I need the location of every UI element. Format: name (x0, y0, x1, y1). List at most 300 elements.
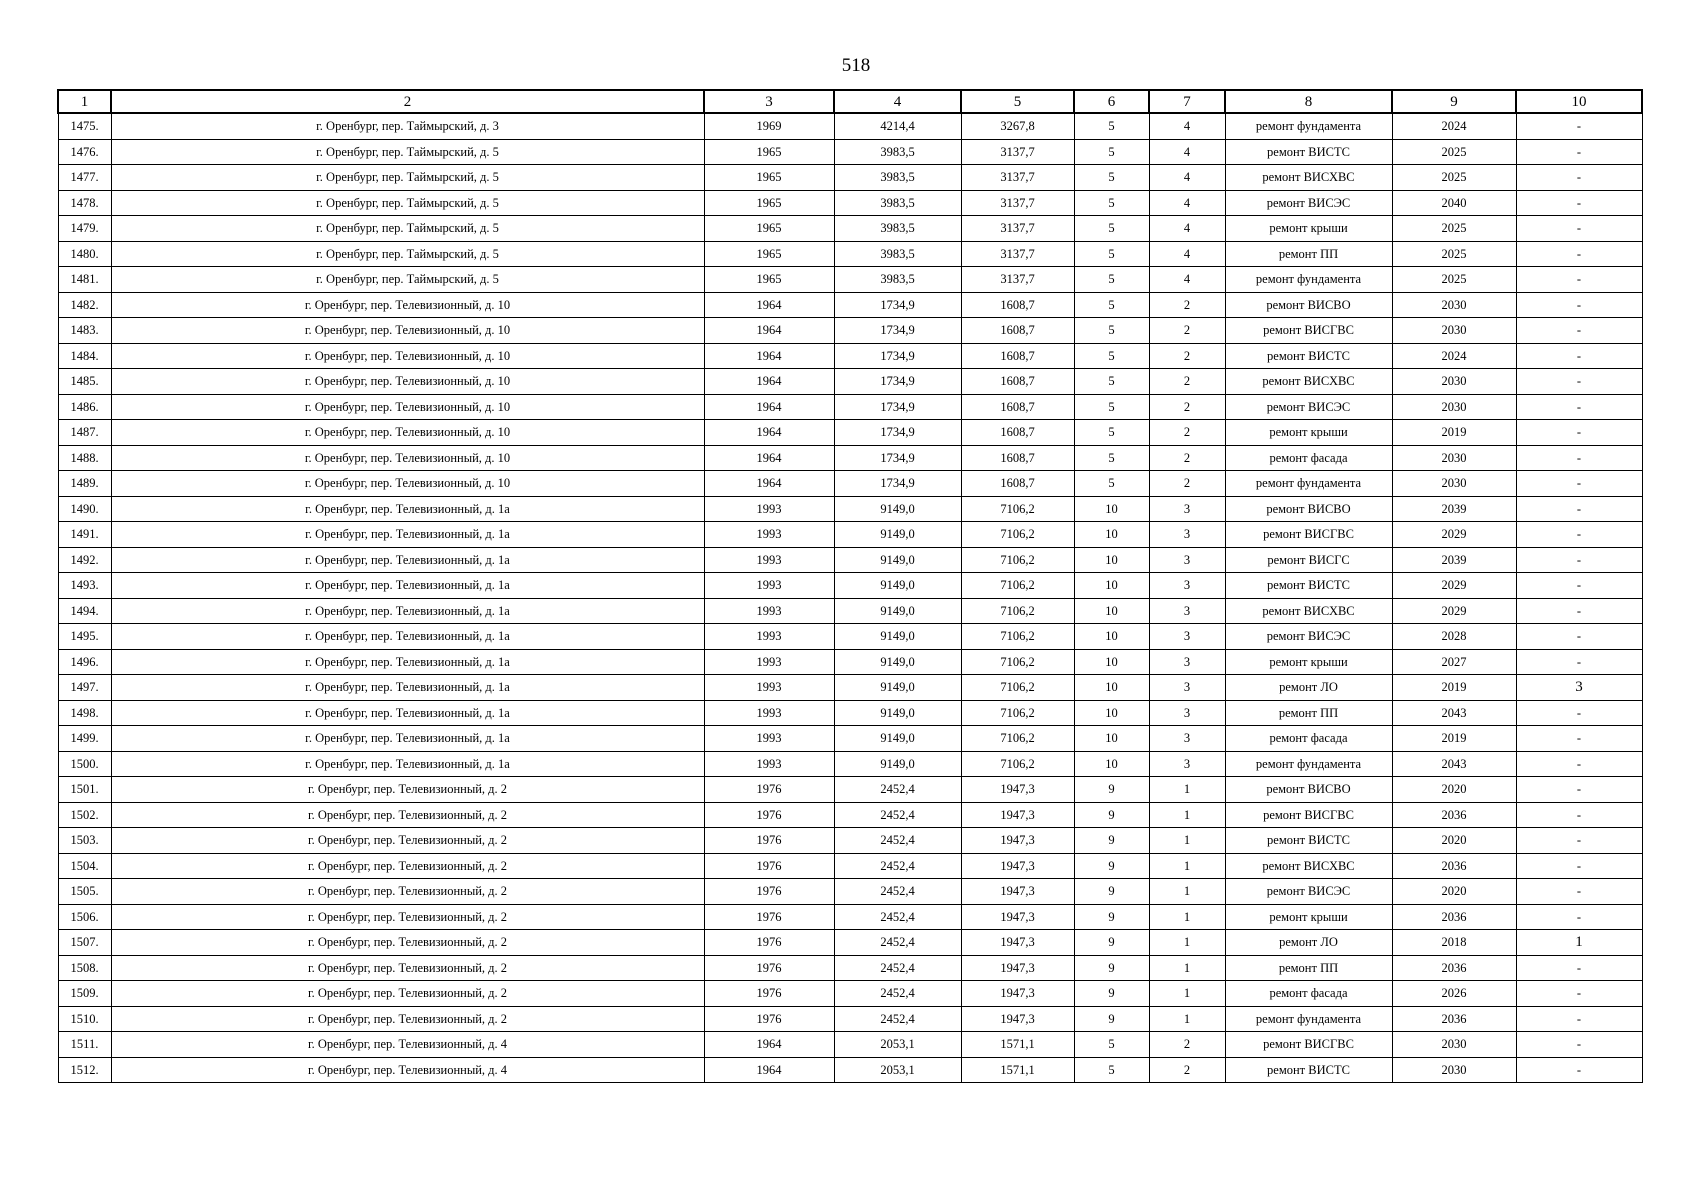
planned-year-cell: 2019 (1392, 726, 1516, 752)
living-area-cell: 1947,3 (961, 955, 1074, 981)
row-number-cell: 1494. (58, 598, 111, 624)
extra-value-cell: - (1516, 190, 1642, 216)
total-area-cell: 2452,4 (834, 828, 961, 854)
living-area-cell: 7106,2 (961, 649, 1074, 675)
table-row (58, 139, 1642, 165)
total-area-cell: 1734,9 (834, 420, 961, 446)
year-built-cell: 1965 (704, 165, 834, 191)
living-area-cell: 7106,2 (961, 726, 1074, 752)
table-row (58, 522, 1642, 548)
floors-cell: 5 (1074, 190, 1149, 216)
extra-value-cell: - (1516, 1057, 1642, 1083)
living-area-cell: 1608,7 (961, 471, 1074, 497)
living-area-cell: 1947,3 (961, 904, 1074, 930)
table-body (58, 113, 1642, 1083)
living-area-cell: 7106,2 (961, 751, 1074, 777)
entrances-cell: 1 (1149, 955, 1225, 981)
address-cell: г. Оренбург, пер. Телевизионный, д. 10 (111, 369, 704, 395)
table-row (58, 343, 1642, 369)
work-type-cell: ремонт крыши (1225, 649, 1392, 675)
year-built-cell: 1993 (704, 547, 834, 573)
total-area-cell: 9149,0 (834, 675, 961, 701)
work-type-cell: ремонт крыши (1225, 216, 1392, 242)
floors-cell: 5 (1074, 343, 1149, 369)
address-cell: г. Оренбург, пер. Телевизионный, д. 1а (111, 573, 704, 599)
year-built-cell: 1965 (704, 267, 834, 293)
table-row (58, 802, 1642, 828)
table-row (58, 496, 1642, 522)
table-row (58, 598, 1642, 624)
extra-value-cell: - (1516, 598, 1642, 624)
total-area-cell: 2452,4 (834, 1006, 961, 1032)
work-type-cell: ремонт ВИСХВС (1225, 165, 1392, 191)
entrances-cell: 1 (1149, 853, 1225, 879)
work-type-cell: ремонт ВИСГВС (1225, 522, 1392, 548)
table-row (58, 267, 1642, 293)
address-cell: г. Оренбург, пер. Телевизионный, д. 10 (111, 445, 704, 471)
living-area-cell: 7106,2 (961, 624, 1074, 650)
address-cell: г. Оренбург, пер. Телевизионный, д. 1а (111, 598, 704, 624)
address-cell: г. Оренбург, пер. Телевизионный, д. 2 (111, 828, 704, 854)
table-row (58, 700, 1642, 726)
living-area-cell: 1608,7 (961, 292, 1074, 318)
row-number-cell: 1509. (58, 981, 111, 1007)
address-cell: г. Оренбург, пер. Телевизионный, д. 2 (111, 802, 704, 828)
extra-value-cell: - (1516, 649, 1642, 675)
living-area-cell: 1947,3 (961, 981, 1074, 1007)
planned-year-cell: 2029 (1392, 598, 1516, 624)
table-row (58, 649, 1642, 675)
planned-year-cell: 2043 (1392, 751, 1516, 777)
entrances-cell: 3 (1149, 726, 1225, 752)
table-row (58, 190, 1642, 216)
floors-cell: 10 (1074, 649, 1149, 675)
year-built-cell: 1964 (704, 343, 834, 369)
work-type-cell: ремонт ПП (1225, 955, 1392, 981)
floors-cell: 10 (1074, 522, 1149, 548)
work-type-cell: ремонт ЛО (1225, 675, 1392, 701)
row-number-cell: 1493. (58, 573, 111, 599)
row-number-cell: 1499. (58, 726, 111, 752)
address-cell: г. Оренбург, пер. Телевизионный, д. 2 (111, 1006, 704, 1032)
extra-value-cell: - (1516, 547, 1642, 573)
total-area-cell: 1734,9 (834, 471, 961, 497)
floors-cell: 5 (1074, 216, 1149, 242)
total-area-cell: 2053,1 (834, 1032, 961, 1058)
year-built-cell: 1976 (704, 955, 834, 981)
column-header: 8 (1225, 90, 1392, 113)
address-cell: г. Оренбург, пер. Телевизионный, д. 10 (111, 471, 704, 497)
address-cell: г. Оренбург, пер. Телевизионный, д. 2 (111, 955, 704, 981)
planned-year-cell: 2019 (1392, 420, 1516, 446)
table-row (58, 165, 1642, 191)
floors-cell: 9 (1074, 802, 1149, 828)
total-area-cell: 2452,4 (834, 930, 961, 956)
total-area-cell: 9149,0 (834, 751, 961, 777)
address-cell: г. Оренбург, пер. Телевизионный, д. 10 (111, 343, 704, 369)
page-number: 518 (841, 55, 871, 76)
work-type-cell: ремонт крыши (1225, 420, 1392, 446)
table-row (58, 292, 1642, 318)
year-built-cell: 1964 (704, 445, 834, 471)
extra-value-cell: 3 (1516, 675, 1642, 701)
living-area-cell: 3267,8 (961, 113, 1074, 139)
work-type-cell: ремонт ВИСВО (1225, 777, 1392, 803)
work-type-cell: ремонт ВИСЭС (1225, 394, 1392, 420)
planned-year-cell: 2027 (1392, 649, 1516, 675)
year-built-cell: 1993 (704, 573, 834, 599)
work-type-cell: ремонт ВИСХВС (1225, 598, 1392, 624)
floors-cell: 10 (1074, 598, 1149, 624)
table-row (58, 573, 1642, 599)
floors-cell: 5 (1074, 318, 1149, 344)
year-built-cell: 1976 (704, 930, 834, 956)
extra-value-cell: - (1516, 420, 1642, 446)
living-area-cell: 1571,1 (961, 1057, 1074, 1083)
column-header: 3 (704, 90, 834, 113)
entrances-cell: 4 (1149, 113, 1225, 139)
total-area-cell: 9149,0 (834, 573, 961, 599)
column-header: 2 (111, 90, 704, 113)
planned-year-cell: 2030 (1392, 369, 1516, 395)
living-area-cell: 7106,2 (961, 675, 1074, 701)
total-area-cell: 2452,4 (834, 904, 961, 930)
row-number-cell: 1496. (58, 649, 111, 675)
address-cell: г. Оренбург, пер. Телевизионный, д. 2 (111, 904, 704, 930)
work-type-cell: ремонт ВИСХВС (1225, 369, 1392, 395)
living-area-cell: 7106,2 (961, 522, 1074, 548)
planned-year-cell: 2036 (1392, 802, 1516, 828)
planned-year-cell: 2029 (1392, 573, 1516, 599)
entrances-cell: 1 (1149, 879, 1225, 905)
year-built-cell: 1993 (704, 726, 834, 752)
row-number-cell: 1480. (58, 241, 111, 267)
entrances-cell: 4 (1149, 216, 1225, 242)
planned-year-cell: 2025 (1392, 165, 1516, 191)
entrances-cell: 3 (1149, 624, 1225, 650)
entrances-cell: 4 (1149, 267, 1225, 293)
repair-schedule-table (57, 89, 1643, 1083)
table-row (58, 930, 1642, 956)
extra-value-cell: - (1516, 139, 1642, 165)
living-area-cell: 1947,3 (961, 853, 1074, 879)
total-area-cell: 9149,0 (834, 598, 961, 624)
living-area-cell: 3137,7 (961, 165, 1074, 191)
floors-cell: 5 (1074, 165, 1149, 191)
year-built-cell: 1965 (704, 190, 834, 216)
column-header: 5 (961, 90, 1074, 113)
planned-year-cell: 2043 (1392, 700, 1516, 726)
work-type-cell: ремонт ВИСТС (1225, 343, 1392, 369)
work-type-cell: ремонт ВИСЭС (1225, 190, 1392, 216)
living-area-cell: 3137,7 (961, 216, 1074, 242)
entrances-cell: 1 (1149, 904, 1225, 930)
floors-cell: 10 (1074, 700, 1149, 726)
work-type-cell: ремонт ВИСВО (1225, 292, 1392, 318)
table-row (58, 981, 1642, 1007)
planned-year-cell: 2024 (1392, 343, 1516, 369)
planned-year-cell: 2025 (1392, 216, 1516, 242)
work-type-cell: ремонт ВИСТС (1225, 1057, 1392, 1083)
extra-value-cell: - (1516, 496, 1642, 522)
year-built-cell: 1965 (704, 241, 834, 267)
column-header: 4 (834, 90, 961, 113)
table-row (58, 420, 1642, 446)
floors-cell: 9 (1074, 981, 1149, 1007)
entrances-cell: 3 (1149, 496, 1225, 522)
row-number-cell: 1497. (58, 675, 111, 701)
year-built-cell: 1993 (704, 522, 834, 548)
floors-cell: 9 (1074, 1006, 1149, 1032)
planned-year-cell: 2040 (1392, 190, 1516, 216)
planned-year-cell: 2036 (1392, 955, 1516, 981)
extra-value-cell: - (1516, 165, 1642, 191)
work-type-cell: ремонт ЛО (1225, 930, 1392, 956)
floors-cell: 5 (1074, 471, 1149, 497)
planned-year-cell: 2030 (1392, 318, 1516, 344)
table-row (58, 445, 1642, 471)
floors-cell: 10 (1074, 726, 1149, 752)
work-type-cell: ремонт ВИСГВС (1225, 318, 1392, 344)
row-number-cell: 1502. (58, 802, 111, 828)
entrances-cell: 3 (1149, 751, 1225, 777)
year-built-cell: 1964 (704, 292, 834, 318)
table-row (58, 955, 1642, 981)
planned-year-cell: 2030 (1392, 1057, 1516, 1083)
entrances-cell: 1 (1149, 828, 1225, 854)
planned-year-cell: 2036 (1392, 904, 1516, 930)
total-area-cell: 9149,0 (834, 496, 961, 522)
work-type-cell: ремонт ВИСТС (1225, 828, 1392, 854)
total-area-cell: 3983,5 (834, 165, 961, 191)
total-area-cell: 1734,9 (834, 318, 961, 344)
planned-year-cell: 2019 (1392, 675, 1516, 701)
column-header: 9 (1392, 90, 1516, 113)
work-type-cell: ремонт фундамента (1225, 267, 1392, 293)
table-row (58, 828, 1642, 854)
living-area-cell: 1947,3 (961, 777, 1074, 803)
row-number-cell: 1503. (58, 828, 111, 854)
total-area-cell: 2452,4 (834, 802, 961, 828)
address-cell: г. Оренбург, пер. Телевизионный, д. 1а (111, 522, 704, 548)
living-area-cell: 1947,3 (961, 1006, 1074, 1032)
year-built-cell: 1993 (704, 624, 834, 650)
planned-year-cell: 2039 (1392, 547, 1516, 573)
planned-year-cell: 2029 (1392, 522, 1516, 548)
total-area-cell: 9149,0 (834, 522, 961, 548)
floors-cell: 5 (1074, 394, 1149, 420)
extra-value-cell: - (1516, 343, 1642, 369)
year-built-cell: 1976 (704, 1006, 834, 1032)
address-cell: г. Оренбург, пер. Телевизионный, д. 2 (111, 853, 704, 879)
address-cell: г. Оренбург, пер. Таймырский, д. 5 (111, 165, 704, 191)
row-number-cell: 1489. (58, 471, 111, 497)
table-row (58, 624, 1642, 650)
floors-cell: 9 (1074, 853, 1149, 879)
living-area-cell: 3137,7 (961, 241, 1074, 267)
living-area-cell: 1608,7 (961, 318, 1074, 344)
floors-cell: 5 (1074, 113, 1149, 139)
address-cell: г. Оренбург, пер. Телевизионный, д. 4 (111, 1032, 704, 1058)
row-number-cell: 1498. (58, 700, 111, 726)
entrances-cell: 1 (1149, 930, 1225, 956)
row-number-cell: 1501. (58, 777, 111, 803)
extra-value-cell: - (1516, 267, 1642, 293)
entrances-cell: 2 (1149, 471, 1225, 497)
planned-year-cell: 2036 (1392, 1006, 1516, 1032)
total-area-cell: 3983,5 (834, 241, 961, 267)
year-built-cell: 1976 (704, 777, 834, 803)
entrances-cell: 3 (1149, 573, 1225, 599)
year-built-cell: 1964 (704, 1032, 834, 1058)
floors-cell: 9 (1074, 828, 1149, 854)
work-type-cell: ремонт фундамента (1225, 751, 1392, 777)
row-number-cell: 1507. (58, 930, 111, 956)
table-row (58, 726, 1642, 752)
living-area-cell: 1608,7 (961, 343, 1074, 369)
row-number-cell: 1511. (58, 1032, 111, 1058)
year-built-cell: 1965 (704, 139, 834, 165)
table-row (58, 751, 1642, 777)
address-cell: г. Оренбург, пер. Телевизионный, д. 10 (111, 292, 704, 318)
address-cell: г. Оренбург, пер. Телевизионный, д. 1а (111, 496, 704, 522)
row-number-cell: 1481. (58, 267, 111, 293)
work-type-cell: ремонт ПП (1225, 241, 1392, 267)
planned-year-cell: 2024 (1392, 113, 1516, 139)
row-number-cell: 1483. (58, 318, 111, 344)
column-header: 1 (58, 90, 111, 113)
living-area-cell: 3137,7 (961, 190, 1074, 216)
floors-cell: 10 (1074, 751, 1149, 777)
entrances-cell: 2 (1149, 1057, 1225, 1083)
entrances-cell: 4 (1149, 165, 1225, 191)
row-number-cell: 1485. (58, 369, 111, 395)
address-cell: г. Оренбург, пер. Телевизионный, д. 1а (111, 726, 704, 752)
year-built-cell: 1976 (704, 853, 834, 879)
row-number-cell: 1482. (58, 292, 111, 318)
column-header: 6 (1074, 90, 1149, 113)
work-type-cell: ремонт ВИСЭС (1225, 879, 1392, 905)
living-area-cell: 7106,2 (961, 496, 1074, 522)
row-number-cell: 1487. (58, 420, 111, 446)
work-type-cell: ремонт фундамента (1225, 1006, 1392, 1032)
extra-value-cell: - (1516, 802, 1642, 828)
work-type-cell: ремонт фасада (1225, 981, 1392, 1007)
header-row (58, 90, 1642, 113)
row-number-cell: 1504. (58, 853, 111, 879)
entrances-cell: 4 (1149, 190, 1225, 216)
floors-cell: 5 (1074, 1032, 1149, 1058)
planned-year-cell: 2018 (1392, 930, 1516, 956)
work-type-cell: ремонт фундамента (1225, 113, 1392, 139)
living-area-cell: 7106,2 (961, 547, 1074, 573)
extra-value-cell: - (1516, 573, 1642, 599)
extra-value-cell: - (1516, 981, 1642, 1007)
total-area-cell: 3983,5 (834, 216, 961, 242)
address-cell: г. Оренбург, пер. Таймырский, д. 5 (111, 139, 704, 165)
table-row (58, 777, 1642, 803)
living-area-cell: 1608,7 (961, 445, 1074, 471)
address-cell: г. Оренбург, пер. Телевизионный, д. 1а (111, 675, 704, 701)
year-built-cell: 1976 (704, 904, 834, 930)
floors-cell: 10 (1074, 624, 1149, 650)
living-area-cell: 1608,7 (961, 420, 1074, 446)
address-cell: г. Оренбург, пер. Таймырский, д. 5 (111, 216, 704, 242)
entrances-cell: 1 (1149, 981, 1225, 1007)
table-row (58, 318, 1642, 344)
work-type-cell: ремонт ВИСГВС (1225, 802, 1392, 828)
work-type-cell: ремонт ВИСГС (1225, 547, 1392, 573)
table-row (58, 1032, 1642, 1058)
total-area-cell: 2452,4 (834, 777, 961, 803)
year-built-cell: 1969 (704, 113, 834, 139)
work-type-cell: ремонт ПП (1225, 700, 1392, 726)
extra-value-cell: - (1516, 751, 1642, 777)
floors-cell: 5 (1074, 1057, 1149, 1083)
planned-year-cell: 2030 (1392, 471, 1516, 497)
year-built-cell: 1964 (704, 420, 834, 446)
total-area-cell: 1734,9 (834, 394, 961, 420)
year-built-cell: 1976 (704, 879, 834, 905)
total-area-cell: 2452,4 (834, 853, 961, 879)
extra-value-cell: - (1516, 394, 1642, 420)
year-built-cell: 1964 (704, 318, 834, 344)
year-built-cell: 1993 (704, 598, 834, 624)
floors-cell: 5 (1074, 369, 1149, 395)
floors-cell: 9 (1074, 904, 1149, 930)
living-area-cell: 1947,3 (961, 879, 1074, 905)
living-area-cell: 7106,2 (961, 700, 1074, 726)
living-area-cell: 7106,2 (961, 598, 1074, 624)
floors-cell: 9 (1074, 930, 1149, 956)
table-row (58, 879, 1642, 905)
address-cell: г. Оренбург, пер. Таймырский, д. 3 (111, 113, 704, 139)
entrances-cell: 3 (1149, 547, 1225, 573)
total-area-cell: 2452,4 (834, 955, 961, 981)
row-number-cell: 1495. (58, 624, 111, 650)
extra-value-cell: - (1516, 904, 1642, 930)
entrances-cell: 2 (1149, 369, 1225, 395)
address-cell: г. Оренбург, пер. Таймырский, д. 5 (111, 267, 704, 293)
table-row (58, 241, 1642, 267)
entrances-cell: 4 (1149, 139, 1225, 165)
living-area-cell: 1947,3 (961, 802, 1074, 828)
year-built-cell: 1964 (704, 1057, 834, 1083)
total-area-cell: 2452,4 (834, 981, 961, 1007)
row-number-cell: 1491. (58, 522, 111, 548)
floors-cell: 5 (1074, 241, 1149, 267)
total-area-cell: 3983,5 (834, 139, 961, 165)
row-number-cell: 1505. (58, 879, 111, 905)
address-cell: г. Оренбург, пер. Телевизионный, д. 10 (111, 318, 704, 344)
living-area-cell: 1571,1 (961, 1032, 1074, 1058)
entrances-cell: 2 (1149, 445, 1225, 471)
entrances-cell: 3 (1149, 598, 1225, 624)
living-area-cell: 1947,3 (961, 828, 1074, 854)
address-cell: г. Оренбург, пер. Телевизионный, д. 1а (111, 547, 704, 573)
address-cell: г. Оренбург, пер. Телевизионный, д. 10 (111, 420, 704, 446)
extra-value-cell: - (1516, 879, 1642, 905)
planned-year-cell: 2020 (1392, 828, 1516, 854)
floors-cell: 10 (1074, 496, 1149, 522)
floors-cell: 9 (1074, 955, 1149, 981)
floors-cell: 5 (1074, 267, 1149, 293)
extra-value-cell: - (1516, 471, 1642, 497)
address-cell: г. Оренбург, пер. Телевизионный, д. 1а (111, 700, 704, 726)
table-row (58, 471, 1642, 497)
extra-value-cell: - (1516, 955, 1642, 981)
extra-value-cell: - (1516, 1032, 1642, 1058)
